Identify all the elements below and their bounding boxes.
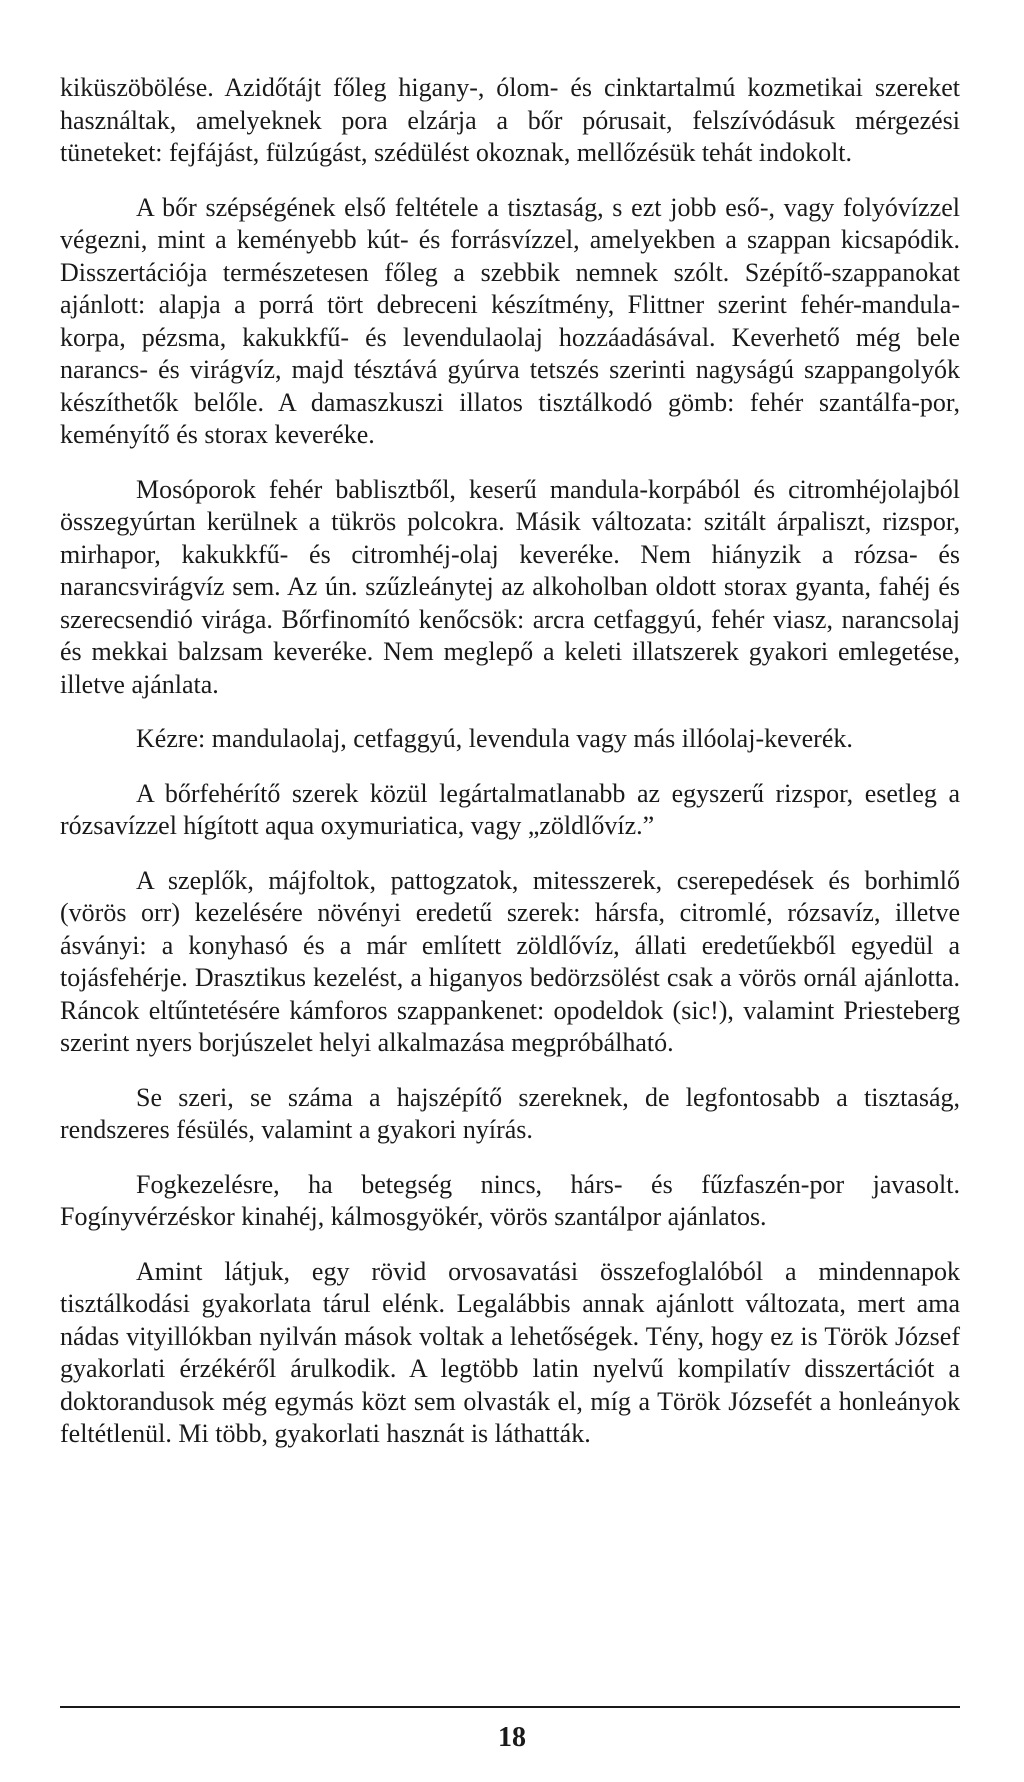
- paragraph-7: Se szeri, se száma a hajszépítő szereknek, de legfontosabb a tisztaság, rendszeres fésülés, valamint a gyakori nyírás.: [60, 1082, 960, 1144]
- paragraph-3: Mosóporok fehér bablisztből, keserű mandula-korpából és citromhéjolajból összegyúrtan kerülnek a tükrös polcokra. Másik változata: szitált árpaliszt, rizspor, mirhapor, kakukkfű- és citromhéj-olaj keveréke. Nem hiányzik a rózsa- és narancsvirágvíz sem. Az ún. szűzleánytej az alkoholban oldott storax gyanta, fahéj és szerecsendió virága. Bőrfinomító kenőcsök: arcra cetfaggyú, fehér viasz, narancsolaj és mekkai balzsam keveréke. Nem meglepő a keleti illatszerek gyakori emlegetése, illetve ajánlata.: [60, 474, 960, 699]
- paragraph-5: A bőrfehérítő szerek közül legártalmatlanabb az egyszerű rizspor, esetleg a rózsavízzel hígított aqua oxymuriatica, vagy „zöldlővíz.”: [60, 778, 960, 840]
- footer-divider: [60, 1706, 960, 1708]
- paragraph-2: A bőr szépségének első feltétele a tisztaság, s ezt jobb eső-, vagy folyóvízzel végezni, mint a keményebb kút- és forrásvízzel, amelyekben a szappan kicsapódik. Disszertációja természetesen főleg a szebbik nemnek szólt. Szépítő-szappanokat ajánlott: alapja a porrá tört debreceni készítmény, Flittner szerint fehér-mandula-korpa, pézsma, kakukkfű- és levendulaolaj hozzáadásával. Keverhető még bele narancs- és virágvíz, majd tésztává gyúrva tetszés szerinti nagyságú szappangolyók készíthetők belőle. A damaszkuszi illatos tisztálkodó gömb: fehér szantálfa-por, keményítő és storax keveréke.: [60, 192, 960, 449]
- paragraph-1: kiküszöbölése. Azidőtájt főleg higany-, ólom- és cinktartalmú kozmetikai szereket használtak, amelyeknek pora elzárja a bőr pórusait, felszívódásuk mérgezési tüneteket: fejfájást, fülzúgást, szédülést okoznak, mellőzésük tehát indokolt.: [60, 73, 960, 167]
- paragraph-4: Kézre: mandulaolaj, cetfaggyú, levendula vagy más illóolaj-keverék.: [136, 724, 853, 753]
- page-body: [60, 72, 960, 1473]
- paragraph-9: Amint látjuk, egy rövid orvosavatási összefoglalóból a mindennapok tisztálkodási gyakorlata tárul elénk. Legalábbis annak ajánlott változata, mert ama nádas vityillókban nyilván mások voltak a lehetőségek. Tény, hogy ez is Török József gyakorlati érzékéről árulkodik. A legtöbb latin nyelvű kompilatív disszertációt a doktorandusok még egymás közt sem olvasták el, míg a Török Józsefét a honleányok feltétlenül. Mi több, gyakorlati hasznát is láthatták.: [60, 1256, 960, 1448]
- paragraph-8: Fogkezelésre, ha betegség nincs, hárs- és fűzfaszén-por javasolt. Fogínyvérzéskor kinahéj, kálmosgyökér, vörös szantálpor ajánlatos.: [60, 1169, 960, 1231]
- paragraph-6: A szeplők, májfoltok, pattogzatok, mitesszerek, cserepedések és borhimlő (vörös orr) kezelésére növényi eredetű szerek: hársfa, citromlé, rózsavíz, illetve ásványi: a konyhasó és a már említett zöldlővíz, állati eredetűekből egyedül a tojásfehérje. Drasztikus kezelést, a higanyos bedörzsölést csak a vörös ornál ajánlotta. Ráncok eltűntetésére kámforos szappankenet: opodeldok (sic!), valamint Priesteberg szerint nyers borjúszelet helyi alkalmazása megpróbálható.: [60, 865, 960, 1057]
- page-number: 18: [498, 1722, 526, 1753]
